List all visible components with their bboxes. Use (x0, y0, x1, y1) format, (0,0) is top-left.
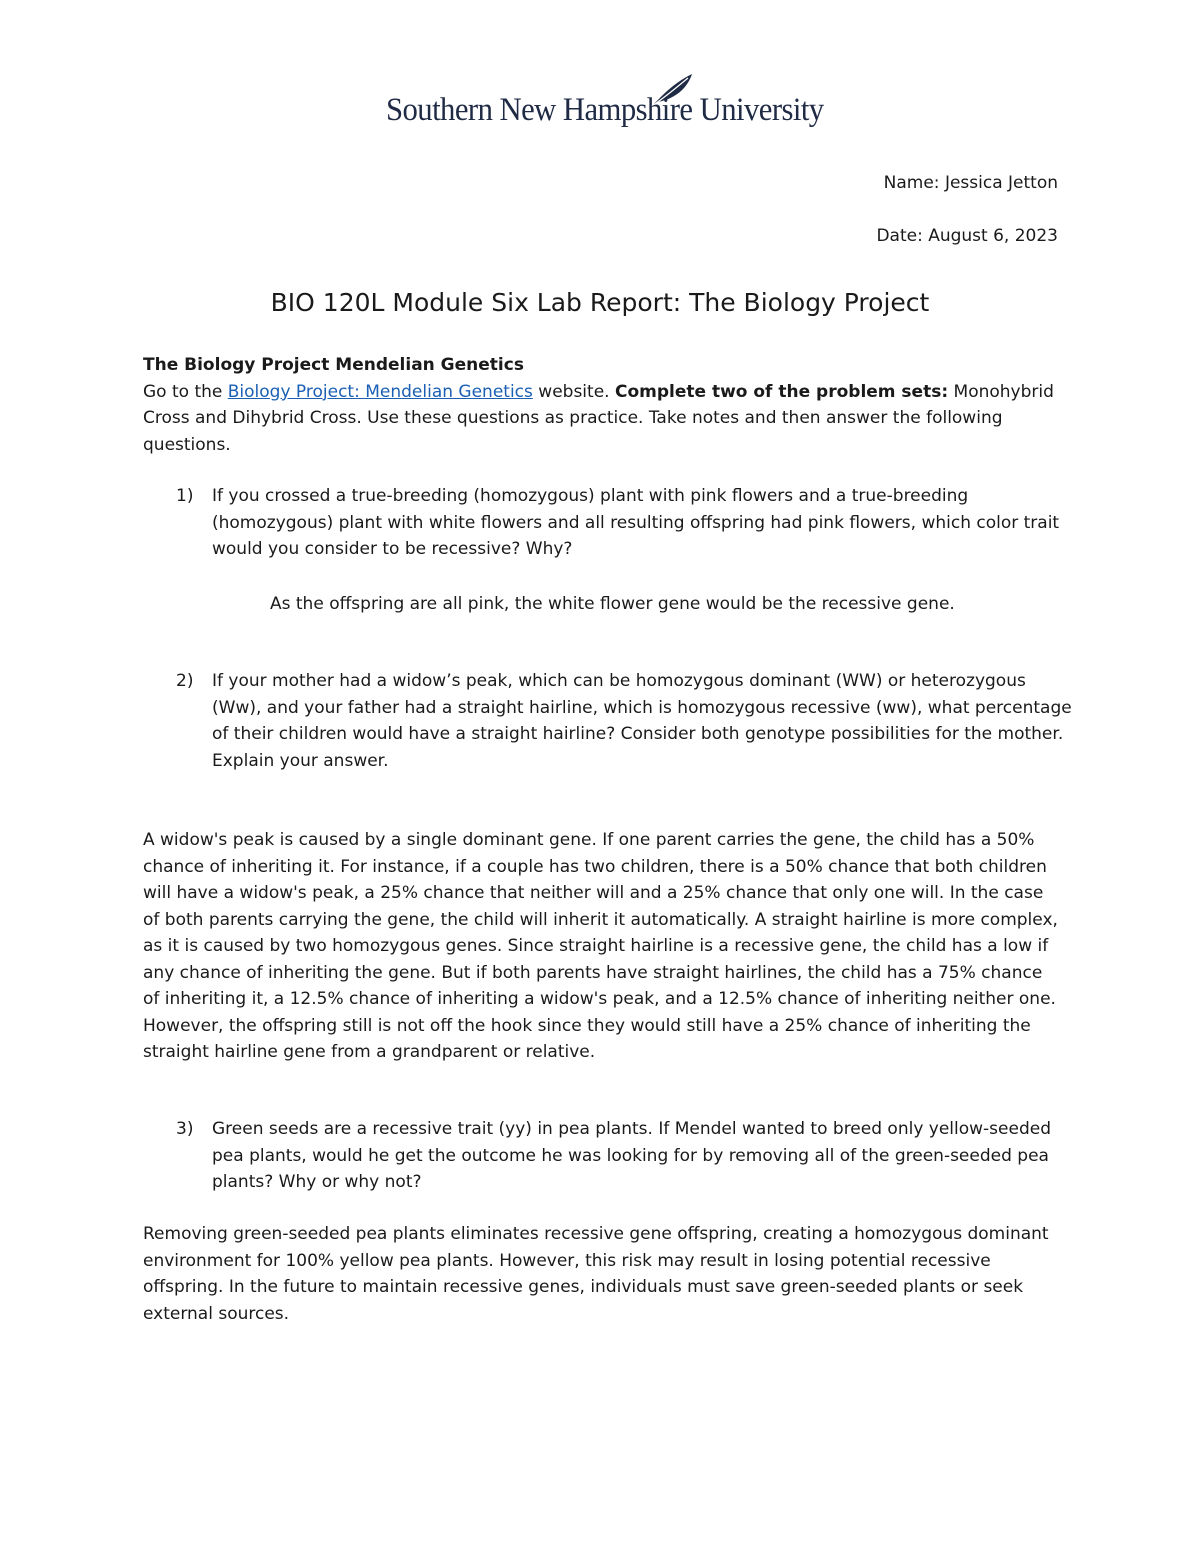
section-heading: The Biology Project Mendelian Genetics (143, 355, 524, 375)
question-1-text: If you crossed a true-breeding (homozygous) plant with pink flowers and a true-breeding (homozygous) plant with white flowers and all resulting offspring had pink flowers, which color trait would you consider to be recessive? Why? (212, 486, 1060, 559)
report-date: Date: August 6, 2023 (876, 226, 1058, 246)
intro-bold-instruction: Complete two of the problem sets: (614, 381, 949, 402)
intro-website: website. (532, 381, 615, 402)
biology-project-link[interactable]: Biology Project: Mendelian Genetics (227, 381, 533, 402)
question-1-number: 1) (176, 486, 194, 506)
answer-1: As the offspring are all pink, the white flower gene would be the recessive gene. (270, 594, 955, 614)
intro-section (143, 352, 1063, 458)
intro-rest: Monohybrid Cross and Dihybrid Cross. Use these questions as practice. Take notes and then answer the following questions. (143, 381, 1054, 455)
university-logo (386, 70, 824, 138)
answer-3: Removing green-seeded pea plants eliminates recessive gene offspring, creating a homozygous dominant environment for 100% yellow pea plants. However, this risk may result in losing potential recessive offspring. In the future to maintain recessive genes, individuals must save green-seeded plants or seek external sources. (143, 1224, 1049, 1324)
student-name: Name: Jessica Jetton (883, 173, 1058, 193)
page-title: BIO 120L Module Six Lab Report: The Biology Project (270, 288, 930, 317)
intro-paragraph (143, 379, 1063, 459)
intro-go-to: Go to the (143, 381, 228, 402)
logo-text: Southern New Hampshire University (386, 92, 824, 128)
question-2-text: If your mother had a widow’s peak, which can be homozygous dominant (WW) or heterozygous (Ww), and your father had a straight hairline, which is homozygous recessive (ww), what percentage of their children would have a straight hairline? Consider both genotype possibilities for the mother. Explain your answer. (212, 671, 1072, 771)
question-3-text: Green seeds are a recessive trait (yy) in pea plants. If Mendel wanted to breed only yellow-seeded pea plants, would he get the outcome he was looking for by removing all of the green-seeded pea plants? Why or why not? (212, 1119, 1052, 1192)
question-2-number: 2) (176, 671, 194, 691)
question-3-number: 3) (176, 1119, 194, 1139)
answer-2: A widow's peak is caused by a single dominant gene. If one parent carries the gene, the child has a 50% chance of inheriting it. For instance, if a couple has two children, there is a 50% chance that both children will have a widow's peak, a 25% chance that neither will and a 25% chance that only one will. In the case of both parents carrying the gene, the child will inherit it automatically. A straight hairline is more complex, as it is caused by two homozygous genes. Since straight hairline is a recessive gene, the child has a low if any chance of inheriting the gene. But if both parents have straight hairlines, the child has a 75% chance of inheriting it, a 12.5% chance of inheriting a widow's peak, and a 12.5% chance of inheriting neither one. However, the offspring still is not off the hook since they would still have a 25% chance of inheriting the straight hairline gene from a grandparent or relative. (143, 830, 1058, 1062)
